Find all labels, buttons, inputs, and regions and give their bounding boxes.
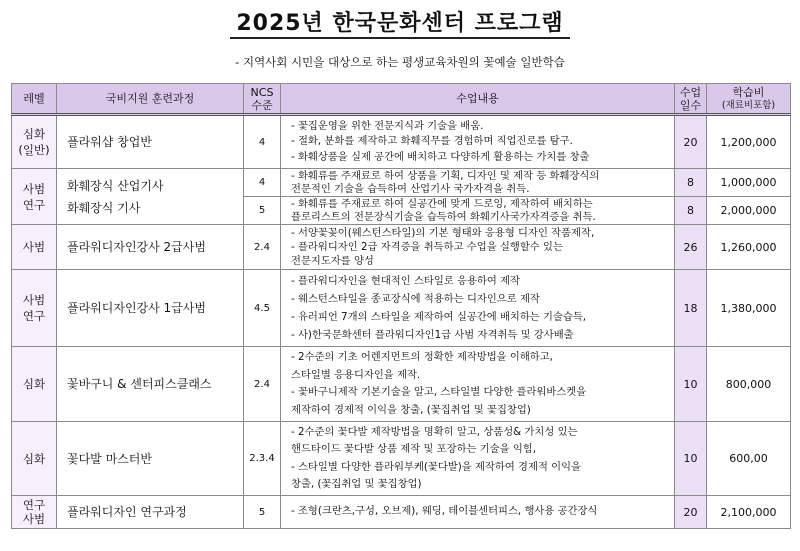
table-row [12, 347, 791, 422]
ncs-cell: 5 [244, 197, 281, 225]
ncs-cell: 2.3.4 [244, 422, 281, 496]
table-row [12, 496, 791, 529]
table-row [12, 225, 791, 270]
content-cell: - 서양꽃꽂이(웨스턴스타일)의 기본 형태와 응용형 디자인 작품제작, - 플라워디자인 2급 자격증을 취득하고 수업을 실행할수 있는 전문지도자를 양성 [281, 225, 675, 270]
table-header-row [12, 84, 791, 115]
course-cell: 화훼장식 산업기사 화훼장식 기사 [57, 169, 244, 225]
level-cell: 사범 [12, 225, 57, 270]
level-cell: 심화 (일반) [12, 115, 57, 169]
content-cell: - 화훼류를 주재료로 하여 상품을 기획, 디자인 및 제작 등 화훼장식의 전문적인 기술을 습득하여 산업기사 국가자격을 취득. [281, 169, 675, 197]
fee-cell: 600,00 [707, 422, 791, 496]
level-cell: 연구 사범 [12, 496, 57, 529]
header-ncs: NCS 수준 [244, 84, 281, 115]
course-cell: 플라워디자인강사 2급사범 [57, 225, 244, 270]
page-subtitle: - 지역사회 시민을 대상으로 하는 평생교육차원의 꽃예술 일반학습 [235, 55, 565, 69]
fee-cell: 800,000 [707, 347, 791, 422]
days-cell: 8 [675, 197, 707, 225]
content-cell: - 2수준의 꽃다발 제작방법을 명확히 알고, 상품성& 가치성 있는 핸드타이드 꽃다발 상품 제작 및 포장하는 기술을 익힘, - 스타일별 다양한 플라워부케(꽃다발)을 제작하여 경제적 이익을 창출, (꽃집취업 및 꽃집창업) [281, 422, 675, 496]
course-cell: 플라워디자인강사 1급사범 [57, 270, 244, 347]
course-cell: 플라워샵 창업반 [57, 115, 244, 169]
level-cell: 심화 [12, 422, 57, 496]
content-cell: - 꽃집운영을 위한 전문지식과 기술을 배움. - 절화, 분화를 제작하고 화훼직무를 경험하며 직업진로를 탐구. - 화훼상품을 실제 공간에 배치하고 다양하게 활용하는 가치를 창출 [281, 115, 675, 169]
program-table [11, 83, 791, 529]
level-cell: 심화 [12, 347, 57, 422]
ncs-cell: 4 [244, 169, 281, 197]
ncs-cell: 5 [244, 496, 281, 529]
days-cell: 8 [675, 169, 707, 197]
ncs-cell: 4 [244, 115, 281, 169]
header-course: 국비지원 훈련과정 [57, 84, 244, 115]
table-row [12, 169, 791, 197]
page-title: 2025년 한국문화센터 프로그램 [0, 6, 800, 37]
fee-cell: 1,260,000 [707, 225, 791, 270]
level-cell: 사범 연구 [12, 169, 57, 225]
ncs-cell: 2.4 [244, 225, 281, 270]
fee-cell: 1,380,000 [707, 270, 791, 347]
level-cell: 사범 연구 [12, 270, 57, 347]
ncs-cell: 4.5 [244, 270, 281, 347]
table-row [12, 270, 791, 347]
header-fee: 학습비 (재료비포함) [707, 84, 791, 115]
course-cell: 플라워디자인 연구과정 [57, 496, 244, 529]
header-level: 레벨 [12, 84, 57, 115]
days-cell: 20 [675, 496, 707, 529]
fee-cell: 1,200,000 [707, 115, 791, 169]
content-cell: - 화훼류를 주재료로 하여 실공간에 맞게 드로잉, 제작하여 배치하는 플로리스트의 전문장식기술을 습득하여 화훼기사국가자격증을 취득. [281, 197, 675, 225]
fee-cell: 2,100,000 [707, 496, 791, 529]
table-row [12, 115, 791, 169]
course-cell: 꽃다발 마스터반 [57, 422, 244, 496]
fee-cell: 2,000,000 [707, 197, 791, 225]
ncs-cell: 2.4 [244, 347, 281, 422]
days-cell: 10 [675, 347, 707, 422]
days-cell: 10 [675, 422, 707, 496]
fee-cell: 1,000,000 [707, 169, 791, 197]
course-cell: 꽃바구니 & 센터피스클래스 [57, 347, 244, 422]
header-content: 수업내용 [281, 84, 675, 115]
days-cell: 20 [675, 115, 707, 169]
content-cell: - 조형(크란츠,구성, 오브제), 웨딩, 테이블센터피스, 행사용 공간장식 [281, 496, 675, 529]
content-cell: - 플라워디자인을 현대적인 스타일로 응용하여 제작 - 웨스턴스타일을 종교장식에 적용하는 디자인으로 제작 - 유러피언 7개의 스타일을 제작하여 실공간에 배치하는 기술습득, - 사)한국문화센터 플라워디자인1급 사범 자격취득 및 강사배출 [281, 270, 675, 347]
days-cell: 26 [675, 225, 707, 270]
days-cell: 18 [675, 270, 707, 347]
table-row [12, 422, 791, 496]
header-days: 수업 일수 [675, 84, 707, 115]
content-cell: - 2수준의 기초 어렌지먼트의 정확한 제작방법을 이해하고, 스타일별 응용디자인을 제작. - 꽃바구니제작 기본기술을 알고, 스타일별 다양한 플라워바스켓을 제작하여 경제적 이익을 창출, (꽃집취업 및 꽃집창업) [281, 347, 675, 422]
